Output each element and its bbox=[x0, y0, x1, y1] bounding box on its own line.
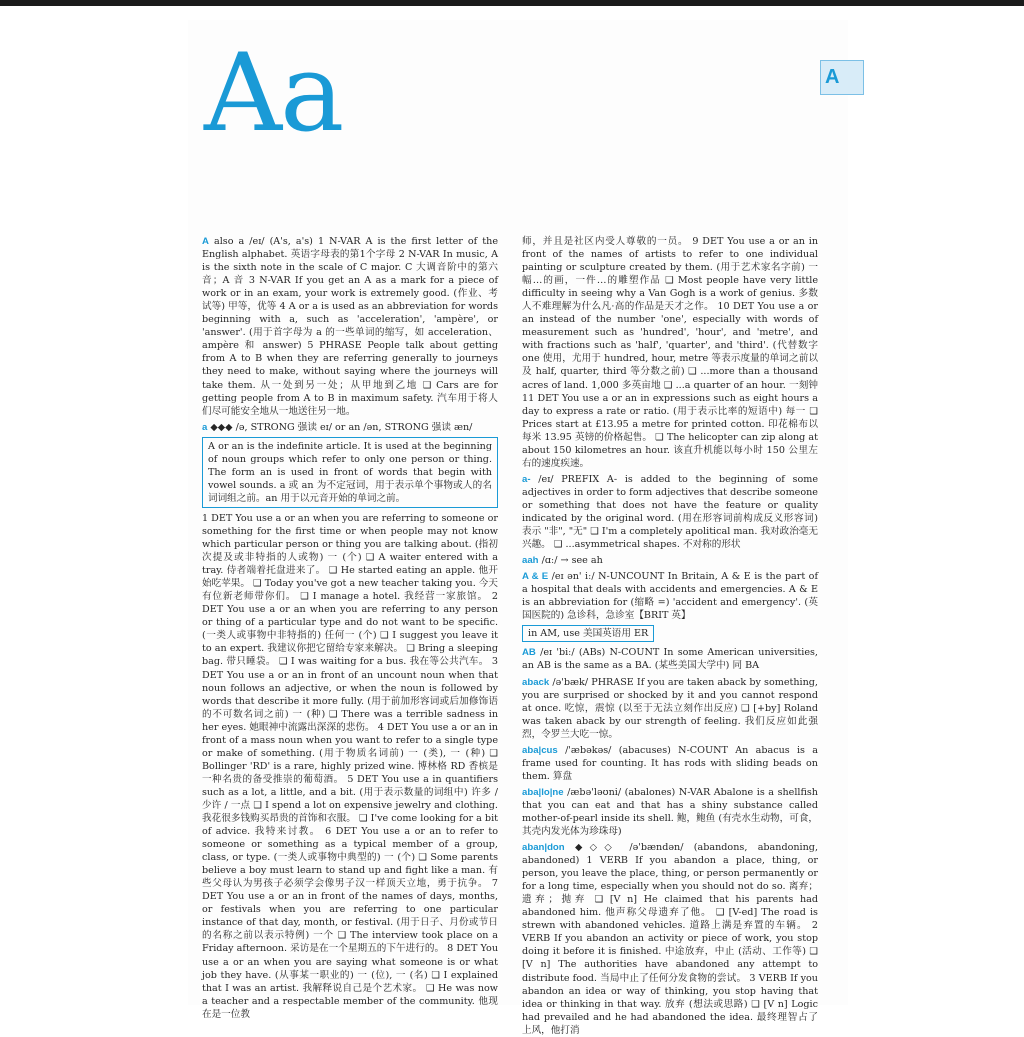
entry-article-continued bbox=[522, 235, 818, 470]
usage-note-text: A or an is the indefinite article. It is used at the beginning of noun groups which refer to only one person or thing. The form an is used in front of words that begin with vowel sounds. a 或 an 为不定冠词，用于表示单个事物或人的名词词组之前。an 用于以元音开始的单词之前。 bbox=[208, 440, 492, 504]
definition-text: /ɑː/ → see ah bbox=[541, 555, 603, 567]
headword: aban|don bbox=[522, 842, 565, 854]
definition-text: /'æbəkəs/ (abacuses) N-COUNT An abacus is a frame used for counting. It has rods with sliding beads on them. 算盘 bbox=[522, 744, 818, 782]
definition-text: ◆◇◇ /ə'bændən/ (abandons, abandoning, abandoned) 1 VERB If you abandon a place, thing, or person, you leave the place, thing, or person permanently or for a long time, especially when you should not do so. 离弃；遗弃；抛弃 ❑ [V n] He claimed that his parents had abandoned him. 他声称父母遗弃了他。 ❑ [V-ed] The road is strewn with abandoned vehicles. 道路上满是弃置的车辆。 2 VERB If you abandon an activity or piece of work, you stop doing it before it is finished. 中途放弃，中止 (活动、工作等) ❑ [V n] The authorities have abandoned any attempt to distribute food. 当局中止了任何分发食物的尝试。 3 VERB If you abandon an idea or way of thinking, you stop having that idea or thinking in that way. 放弃 (想法或思路) ❑ [V n] Logic had prevailed and he had abandoned the idea. 最终理智占了上风，他打消 bbox=[522, 842, 818, 1036]
entry-ab bbox=[522, 646, 818, 672]
headword: a- bbox=[522, 473, 531, 485]
entry-a-prefix bbox=[522, 473, 818, 551]
headword: AB bbox=[522, 647, 536, 659]
top-border-bar bbox=[0, 0, 1024, 6]
entry-article-senses bbox=[202, 512, 498, 1021]
entry-aah bbox=[522, 554, 818, 567]
thumb-index-letter: A bbox=[825, 66, 840, 88]
section-letter-heading: Aa bbox=[204, 31, 343, 156]
headword: aba|cus bbox=[522, 744, 558, 756]
entry-aback bbox=[522, 676, 818, 741]
definition-text: 师，并且是社区内受人尊敬的一员。 9 DET You use a or an in front of the names of artists to refer to one individual painting or sculpture created by them. (用于艺术家名字前) 一幅…的画，一件…的雕塑作品 ❑ Most people have very little difficulty in seeing why a Van Gogh is a work of genius. 多数人不难理解为什么凡·高的作品是天才之作。 10 DET You use a or an instead of the number 'one', especially with words of measurement such as 'hundred', 'hour', and 'metre', and with fractions such as 'half', 'quarter', and 'third'. (代替数字 one 使用，尤用于 hundred, hour, metre 等表示度量的单词之前以及 half, quarter, third 等分数之前) ❑ ...more than a thousand acres of land. 1,000 多英亩地 ❑ ...a quarter of an hour. 一刻钟 11 DET You use a or an in expressions such as eight hours a day to express a rate or ratio. (用于表示比率的短语中) 每一 ❑ Prices start at £13.95 a metre for printed cotton. 印花棉布以每米 13.95 英镑的价格起售。 ❑ The helicopter can zip along at about 150 kilometres an hour. 该直升机能以每小时 150 公里左右的速度疾速。 bbox=[522, 236, 818, 469]
definition-text: also a /eɪ/ (A's, a's) 1 N-VAR A is the first letter of the English alphabet. 英语字母表的第1个字母 2 N-VAR In music, A is the sixth note in the scale of C major. C 大调音阶中的第六音；A 音 3 N-VAR If you get an A as a mark for a piece of work or in an exam, your work is extremely good. (作业、考试等) 甲等，优等 4 A or a is used as an abbreviation for words beginning with a, such as 'acceleration', 'ampère', or 'answer'. (用于首字母为 a 的一些单词的缩写，如 acceleration、ampère 和 answer) 5 PHRASE People talk about getting from A to B when they are referring generally to journeys they need to make, without saying where the journeys will take them. 从一处到另一处；从甲地到乙地 ❑ Cars are for getting people from A to B in maximum safety. 汽车用于将人们尽可能安全地从一地送往另一地。 bbox=[202, 236, 498, 417]
headword: a bbox=[202, 421, 208, 433]
entry-abandon bbox=[522, 841, 818, 1037]
headword: A bbox=[202, 236, 209, 247]
entry-a-and-e bbox=[522, 570, 818, 622]
entry-abacus bbox=[522, 744, 818, 783]
headword: A & E bbox=[522, 571, 549, 583]
entry-a bbox=[202, 235, 498, 418]
definition-text: /æbə'ləʊni/ (abalones) N-VAR Abalone is a shellfish that you can eat and that has a shiny substance called mother-of-pearl inside its shell. 鲍，鲍鱼 (有壳水生动物，可食，其壳内发光体为珍珠母) bbox=[522, 786, 819, 838]
pronunciation: ◆◆◆ /ə, STRONG 强读 eɪ/ or an /ən, STRONG 强读 æn/ bbox=[210, 421, 473, 433]
entry-abalone bbox=[522, 786, 818, 838]
definition-text: /eɪ ən' iː/ N-UNCOUNT In Britain, A & E is the part of a hospital that deals with accidents and emergencies. A & E is an abbreviation for (缩略 =) 'accident and emergency'. (英国医院的) 急诊科，急诊室【BRIT 英】 bbox=[522, 571, 818, 622]
left-column bbox=[202, 235, 498, 1021]
definition-text: 1 DET You use a or an when you are referring to someone or something for the first time or when people may not know which particular person or thing you are talking about. (指初次提及或非特指的人或物) 一 (个) ❑ A waiter entered with a tray. 侍者端着托盘进来了。 ❑ He started eating an apple. 他开始吃苹果。 ❑ Today you've got a new teacher taking you. 今天有位新老师带你们。 ❑ I manage a hotel. 我经营一家旅馆。 2 DET You use a or an when you are referring to any person or thing of a particular type and do not want to be specific. (一类人或事物中非特指的) 任何一 (个) ❑ I suggest you leave it to an expert. 我建议你把它留给专家来解决。 ❑ Bring a sleeping bag. 带只睡袋。 ❑ I was waiting for a bus. 我在等公共汽车。 3 DET You use a or an in front of an uncount noun when that noun follows an adjective, or when the noun is followed by words that describe it more fully. (用于前加形容词或后加修饰语的不可数名词之前) 一 (种) ❑ There was a terrible sadness in her eyes. 她眼神中流露出深深的悲伤。 4 DET You use a or an in front of a mass noun when you want to refer to a single type or make of something. (用于物质名词前) 一 (类), 一 (种) ❑ Bollinger 'RD' is a rare, highly prized wine. 博林格 RD 香槟是一种名贵的备受推崇的葡萄酒。 5 DET You use a in quantifiers such as a lot, a little, and a bit. (用于表示数量的词组中) 许多 / 少许 / 一点 ❑ I spend a lot on expensive jewelry and clothing. 我花很多钱购买昂贵的首饰和衣服。 ❑ I've come looking for a bit of advice. 我特来讨教。 6 DET You use a or an to refer to someone or something as a typical member of a group, class, or type. (一类人或事物中典型的) 一 (个) ❑ Some parents believe a boy must learn to stand up and fight like a man. 有些父母认为男孩子必须学会像男子汉一样顶天立地，勇于抗争。 7 DET You use a or an in front of the names of days, months, or festivals when you are referring to one particular instance of that day, month, or festival. (用于日子、月份或节日的名称之前以表示特例) 一个 ❑ The interview took place on a Friday afternoon. 采访是在一个星期五的下午进行的。 8 DET You use a or an when you are saying what someone is or what job they have. (从事某一职业的) 一 (位), 一 (名) ❑ I explained that I was an artist. 我解释说自己是个艺术家。 ❑ He was now a teacher and a respectable member of the community. 他现在是一位教 bbox=[202, 512, 498, 1020]
definition-text: /eɪ 'biː/ (ABs) N-COUNT In some American universities, an AB is the same as a BA. (某些美国大学中) 同 BA bbox=[522, 647, 818, 672]
right-column bbox=[522, 235, 818, 1037]
regional-note-text: in AM, use 美国英语用 ER bbox=[528, 628, 649, 640]
headword: aba|lo|ne bbox=[522, 786, 564, 798]
usage-note-box bbox=[202, 437, 498, 508]
definition-text: /ə'bæk/ PHRASE If you are taken aback by something, you are surprised or shocked by it and you cannot respond at once. 吃惊，震惊 (以至于无法立刻作出反应) ❑ [+by] Roland was taken aback by our strength of feeling. 我们反应如此强烈，令罗兰大吃一惊。 bbox=[522, 676, 818, 740]
headword: aback bbox=[522, 676, 550, 688]
regional-note-box bbox=[522, 625, 654, 642]
thumb-index-tab bbox=[820, 60, 864, 95]
headword: aah bbox=[522, 555, 539, 567]
entry-article-header bbox=[202, 421, 498, 434]
definition-text: /eɪ/ PREFIX A- is added to the beginning of some adjectives in order to form adjectives that describe someone or something that does not have the feature or quality indicated by the original word. (用在形容词前构成反义形容词) 表示 "非", "无" ❑ I'm a completely apolitical man. 我对政治毫无兴趣。 ❑ ...asymmetrical shapes. 不对称的形状 bbox=[522, 473, 818, 551]
